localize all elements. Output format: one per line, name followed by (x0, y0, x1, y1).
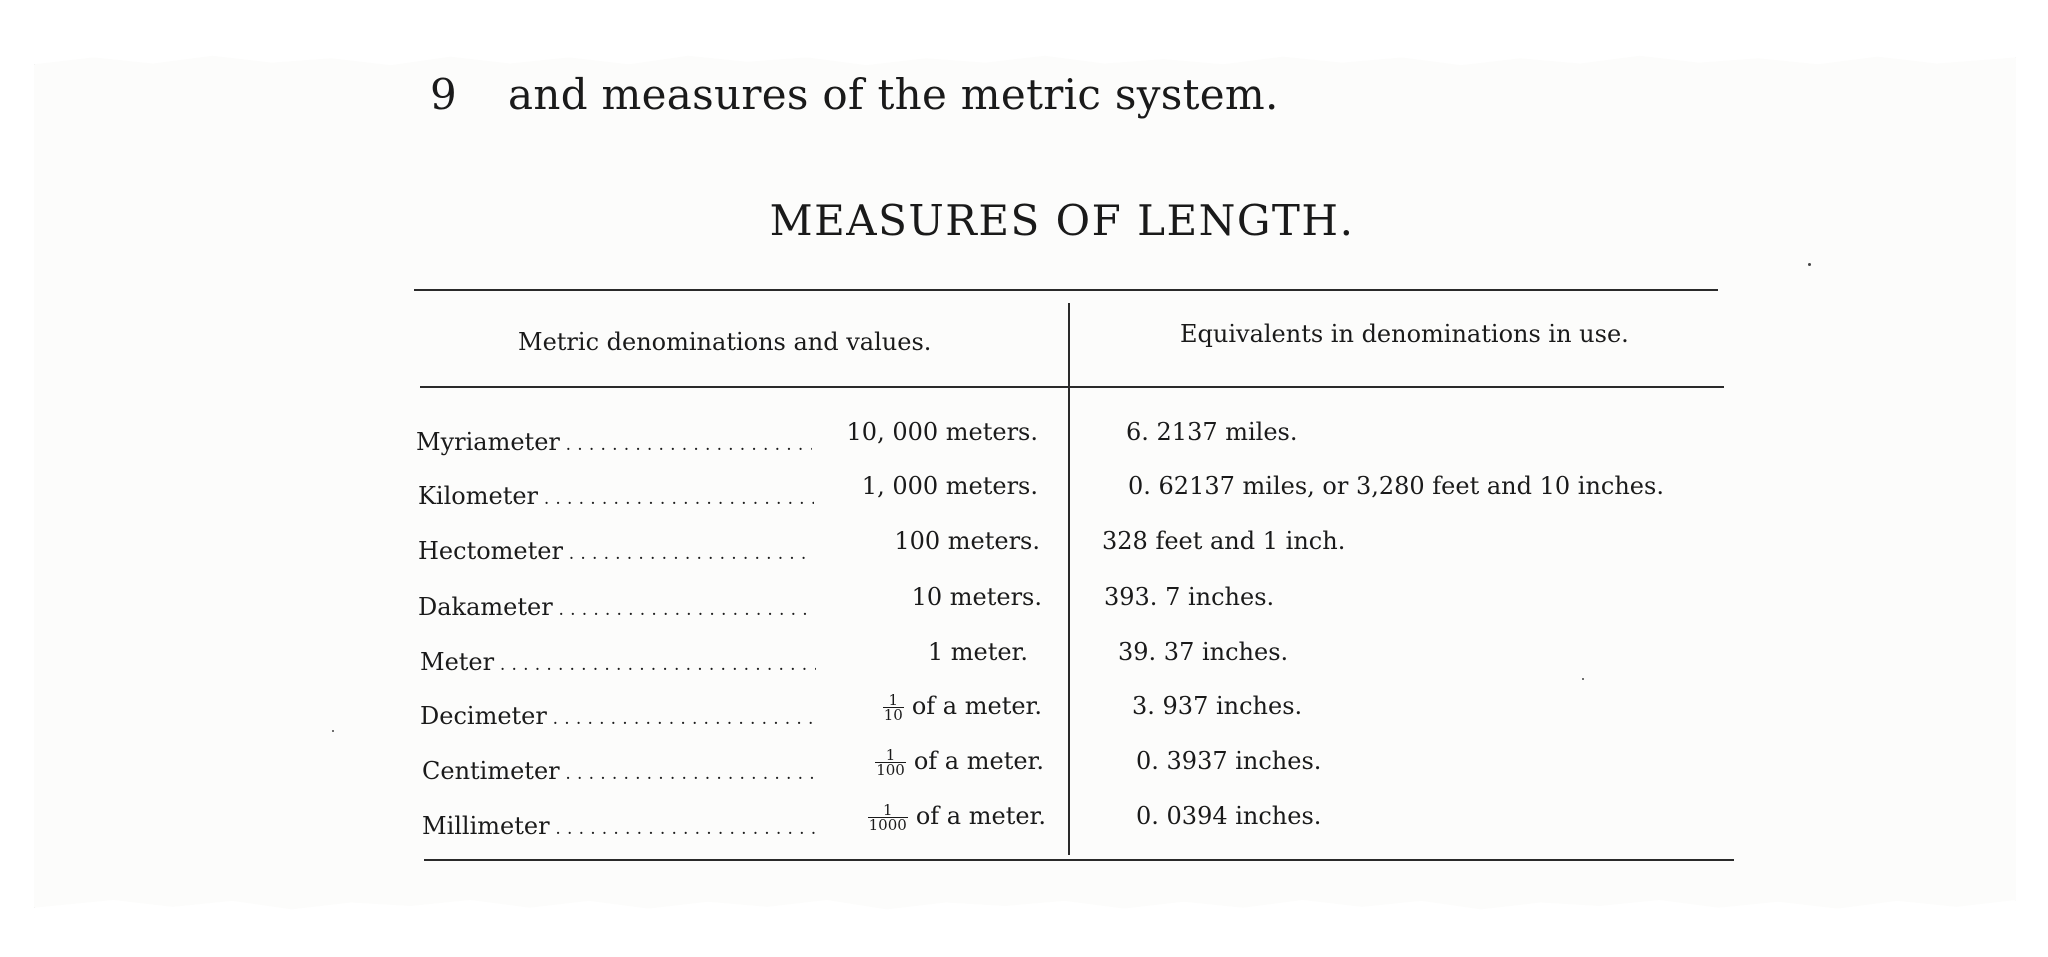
fraction-numerator: 1 (885, 746, 896, 764)
unit-equivalent: 0. 0394 inches. (1136, 802, 1322, 830)
fraction-denominator: 10 (883, 706, 903, 724)
fraction-numerator: 1 (882, 801, 893, 819)
line-number: 9 (430, 70, 458, 119)
line-text: and measures of the metric system. (508, 70, 1279, 119)
ink-speck (1582, 678, 1584, 680)
header-metric: Metric denominations and values. (518, 328, 932, 356)
ink-speck (332, 730, 334, 732)
fraction (883, 693, 904, 722)
unit-name: Decimeter . . . (420, 702, 816, 730)
fraction (875, 748, 906, 777)
unit-value: 10 meters. (911, 583, 1042, 611)
unit-equivalent: 393. 7 inches. (1104, 583, 1275, 611)
unit-name: Kilometer . . . (418, 482, 814, 510)
unit-equivalent: 3. 937 inches. (1132, 692, 1303, 720)
unit-value: of a meter. (913, 747, 1044, 775)
fraction-denominator: 100 (876, 761, 905, 779)
header-equivalents: Equivalents in denominations in use. (1180, 320, 1629, 348)
unit-value-group (868, 802, 1046, 832)
fraction-numerator: 1 (888, 691, 899, 709)
unit-value: 1, 000 meters. (861, 472, 1038, 500)
unit-value: 10, 000 meters. (846, 418, 1038, 446)
unit-equivalent: 0. 62137 miles, or 3,280 feet and 10 inches. (1128, 472, 1664, 500)
table-row (0, 747, 2048, 787)
unit-value: of a meter. (911, 692, 1042, 720)
table-row (0, 418, 2048, 458)
unit-value-group (883, 692, 1042, 722)
fraction (868, 803, 908, 832)
table-top-rule (414, 289, 1718, 291)
unit-value-group (875, 747, 1044, 777)
unit-value: 1 meter. (927, 638, 1028, 666)
unit-name: Millimeter . . . (422, 812, 818, 840)
unit-equivalent: 328 feet and 1 inch. (1102, 527, 1346, 555)
table-bottom-rule (424, 859, 1734, 861)
table-row (0, 692, 2048, 732)
top-text-line (430, 70, 1279, 119)
fraction-denominator: 1000 (868, 816, 907, 834)
table-row (0, 802, 2048, 842)
header-rule (420, 386, 1724, 388)
table-row (0, 527, 2048, 567)
unit-equivalent: 6. 2137 miles. (1126, 418, 1298, 446)
table-row (0, 472, 2048, 512)
ink-speck (1808, 263, 1811, 266)
table-row (0, 638, 2048, 678)
table-title: MEASURES OF LENGTH. (769, 196, 1355, 245)
unit-name: Myriameter . . . (416, 428, 812, 456)
unit-name: Dakameter . . . (418, 593, 814, 621)
unit-name: Centimeter . . . (422, 757, 818, 785)
unit-equivalent: 0. 3937 inches. (1136, 747, 1322, 775)
unit-name: Meter . . . (420, 648, 816, 676)
unit-value: of a meter. (915, 802, 1046, 830)
unit-value: 100 meters. (894, 527, 1040, 555)
unit-name: Hectometer . . . (418, 537, 814, 565)
unit-equivalent: 39. 37 inches. (1118, 638, 1289, 666)
table-row (0, 583, 2048, 623)
